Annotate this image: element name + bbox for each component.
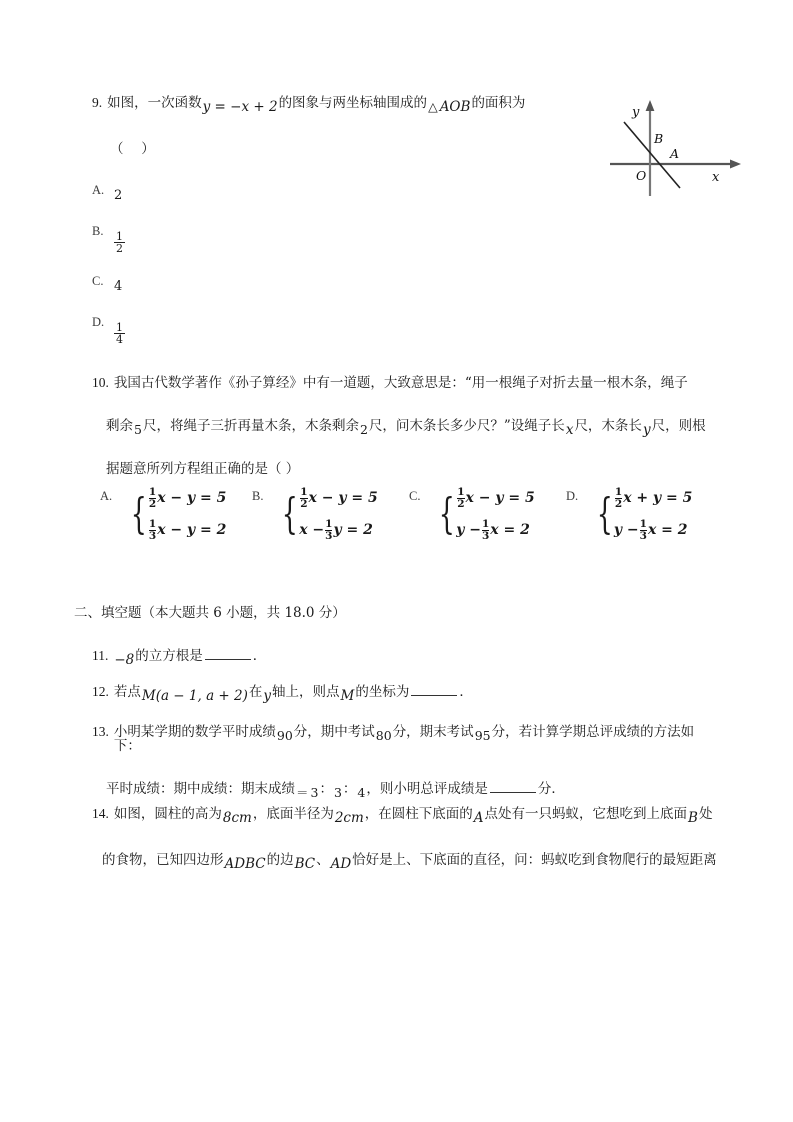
q14-l1-c: ，在圆柱下底面的 <box>364 806 473 822</box>
q9-option-b-denominator: 2 <box>116 242 123 256</box>
question-14-line-2 <box>102 848 717 872</box>
q9-text-before: 如图，一次函数 <box>107 95 202 111</box>
q10-option-a-eq2 <box>148 519 227 542</box>
q10-b-eq2-num: 1 <box>325 517 333 530</box>
q9-answer-parens[interactable]: （ ） <box>110 140 162 157</box>
q10-c-eq1-frac <box>457 487 464 510</box>
q13-l1-b: 分，期中考试 <box>293 724 375 740</box>
q10-b-eq2-post: y = 2 <box>333 522 373 539</box>
question-13 <box>92 724 714 800</box>
q10-a-eq1-num: 1 <box>148 485 157 498</box>
q13-equals: ＝ <box>296 785 309 800</box>
origin-label-o: O <box>636 168 647 183</box>
q9-option-a-label: A. <box>92 182 105 197</box>
q9-option-d-fraction <box>114 322 125 346</box>
q10-c-eq2-post: x = 2 <box>490 522 530 539</box>
q14-line1-text <box>113 806 717 826</box>
q10-b-eq2-den: 3 <box>325 529 333 542</box>
q13-score-midterm: 80 <box>375 728 392 743</box>
q10-book-close: 》 <box>289 375 303 391</box>
q10-b-eq2-pre: x − <box>299 522 325 539</box>
q12-point-m: M(a − 1, a + 2) <box>141 688 248 704</box>
q9-option-b-numerator: 1 <box>116 229 123 243</box>
q9-option-b[interactable] <box>92 223 562 256</box>
q14-quadrilateral: ADBC <box>224 855 266 872</box>
q14-radius: 2cm <box>334 810 364 826</box>
q10-b-eq1-den: 2 <box>300 497 308 510</box>
q10-c-eq1-text: x − y = 5 <box>465 490 535 507</box>
q10-b-eq1-frac <box>300 487 307 510</box>
q10-option-a-eq1 <box>148 487 227 510</box>
q10-c-eq2-num: 1 <box>481 517 490 530</box>
question-11-number: 11. <box>92 648 109 663</box>
question-10-line-1 <box>92 376 714 391</box>
q12-text-b: 在 <box>248 684 263 700</box>
q10-b-eq1-text: x − y = 5 <box>308 490 378 507</box>
q9-coordinate-figure <box>608 96 748 196</box>
q9-option-c[interactable] <box>92 273 562 294</box>
q10-option-d-label: D. <box>566 488 579 503</box>
q10-option-b-eq1 <box>299 487 378 510</box>
q10-d-eq1-den: 2 <box>614 497 623 510</box>
q10-option-d[interactable] <box>566 487 692 542</box>
q10-a-eq2-num: 1 <box>148 517 157 530</box>
question-10-line-2 <box>106 414 714 438</box>
q9-triangle-symbol: △ <box>428 99 438 114</box>
q10-option-c-equations <box>456 487 535 542</box>
q13-l1-c: 分，期末考试 <box>392 724 474 740</box>
q14-l1-e: 处 <box>698 806 713 822</box>
q12-axis-y: y <box>263 688 272 704</box>
q10-c-eq2-pre: y − <box>456 522 481 539</box>
question-10 <box>92 376 714 557</box>
question-11-text <box>113 648 267 668</box>
question-9 <box>92 95 562 347</box>
q13-line1-text <box>114 726 714 753</box>
q10-b-eq1-num: 1 <box>300 485 308 498</box>
q14-point-b: B <box>688 810 698 826</box>
q13-l1-a: 小明某学期的数学平时成绩 <box>113 724 276 740</box>
q14-height: 8cm <box>222 810 252 826</box>
q9-option-c-value: 4 <box>114 278 123 294</box>
q10-option-a[interactable] <box>100 487 226 542</box>
q9-text-middle: 的图象与两坐标轴围成的 <box>278 95 428 111</box>
q12-text-c: 轴上，则点 <box>272 684 340 700</box>
q9-option-d[interactable] <box>92 314 562 347</box>
question-10-line-3[interactable]: 据题意所列方程组正确的是（ ） <box>106 460 300 477</box>
question-13-line-2 <box>106 777 714 800</box>
q10-option-a-brace: { <box>130 488 147 538</box>
q10-option-a-equations <box>148 487 227 542</box>
q13-ratio-sep-1: ： <box>319 781 333 797</box>
q10-d-eq2-num: 1 <box>639 517 647 530</box>
question-13-line-1 <box>92 725 714 753</box>
q10-a-eq1-den: 2 <box>148 497 157 510</box>
q11-suffix: ． <box>252 648 267 664</box>
q13-ratio-2: 3 <box>333 785 342 800</box>
q10-d-eq2-den: 3 <box>639 529 647 542</box>
q10-line2-d: 尺，木条长 <box>574 417 642 434</box>
point-label-b: B <box>654 131 664 146</box>
q10-book-open: 《 <box>221 375 236 391</box>
q10-b-eq2-frac <box>325 519 332 542</box>
q10-option-d-brace: { <box>596 488 613 538</box>
q10-d-eq2-post: x = 2 <box>647 522 688 539</box>
q10-option-d-eq2 <box>614 519 693 542</box>
q10-option-a-label: A. <box>100 488 113 503</box>
q10-option-b-eq2 <box>299 519 378 542</box>
question-9-text <box>107 95 562 115</box>
point-label-a: A <box>670 146 680 161</box>
q10-rope-remainder: 5 <box>134 421 142 437</box>
q13-ratio-3: 4 <box>357 785 366 800</box>
q11-text: 的立方根是 <box>135 648 203 664</box>
question-12-number: 12. <box>92 684 109 699</box>
q10-line2-c: 尺，问木条长多少尺？”设绳子长 <box>368 417 565 434</box>
q9-text-after: 的面积为 <box>471 95 526 111</box>
q10-a-eq2-den: 3 <box>148 529 157 542</box>
q13-score-final: 95 <box>474 728 491 743</box>
q10-line2-a: 剩余 <box>106 417 133 434</box>
question-10-options <box>92 487 714 557</box>
q9-option-d-label: D. <box>92 314 105 329</box>
q14-l2-a: 的食物，已知四边形 <box>102 851 224 868</box>
q10-d-eq2-frac <box>640 519 647 542</box>
q10-wood-remainder: 2 <box>359 421 368 437</box>
q10-a-eq2-frac <box>149 519 156 542</box>
q10-d-eq2-pre: y − <box>613 522 639 539</box>
section-2-heading: 二、填空题（本大题共 6 小题，共 18.0 分） <box>74 605 346 621</box>
q13-l2-b: ，则小明总评成绩是 <box>366 781 488 797</box>
q14-l2-b: 的边 <box>266 851 294 868</box>
question-13-number: 13. <box>92 724 109 739</box>
q9-option-b-fraction <box>114 231 125 255</box>
q13-l2-a: 平时成绩：期中成绩：期末成绩 <box>106 781 295 797</box>
q10-option-b-equations <box>299 487 378 542</box>
q14-side-ad: AD <box>330 855 352 872</box>
q12-suffix: ． <box>459 684 473 700</box>
q13-ratio-1: 3 <box>310 785 319 800</box>
q13-ratio-sep-2: ： <box>342 781 357 797</box>
q10-option-b-brace: { <box>282 488 299 538</box>
q13-score-daily: 90 <box>276 728 293 743</box>
q9-option-d-denominator: 4 <box>116 333 123 347</box>
q10-line1-a: 我国古代数学著作 <box>113 375 222 391</box>
q10-d-eq1-num: 1 <box>614 485 623 498</box>
q10-option-b[interactable] <box>252 487 378 542</box>
q10-line1-b: 中有一道题，大致意思是：“用一根绳子对折去量一根木条，绳子 <box>302 375 688 391</box>
q10-option-d-equations <box>614 487 693 542</box>
question-14-number: 14. <box>92 806 109 821</box>
coordinate-axes-svg <box>608 96 748 196</box>
axis-label-y: y <box>632 105 640 120</box>
q14-l1-b: ，底面半径为 <box>252 806 334 822</box>
q9-option-d-numerator: 1 <box>116 320 123 334</box>
q10-c-eq2-frac <box>482 519 489 542</box>
q10-option-c-label: C. <box>409 488 421 503</box>
question-14 <box>92 806 717 872</box>
q10-a-eq2-text: x − y = 2 <box>157 522 227 539</box>
question-12-text <box>113 684 473 704</box>
question-10-number: 10. <box>92 375 109 390</box>
q13-l2-c: 分． <box>537 781 565 797</box>
q10-var-y: y <box>642 421 651 438</box>
q11-value: −8 <box>114 652 135 668</box>
q10-d-eq1-text: x + y = 5 <box>623 490 693 507</box>
q9-option-b-label: B. <box>92 223 104 238</box>
q9-triangle-label: AOB <box>439 99 471 115</box>
q10-option-c[interactable] <box>409 487 535 542</box>
axis-label-x: x <box>712 170 720 185</box>
q14-l1-a: 如图，圆柱的高为 <box>113 806 222 822</box>
q14-point-a: A <box>473 810 484 826</box>
q14-l2-d: 恰好是上、下底面的直径，问：蚂蚁吃到食物爬行的最短距离 <box>352 851 717 868</box>
q10-option-c-brace: { <box>439 488 456 538</box>
q10-a-eq1-text: x − y = 5 <box>157 490 227 507</box>
q9-option-a-value: 2 <box>114 187 123 203</box>
q10-book-title: 孙子算经 <box>235 375 290 391</box>
q14-side-bc: BC <box>294 855 316 872</box>
q14-l1-d: 点处有一只蚂蚁，它想吃到上底面 <box>484 806 688 822</box>
question-11 <box>92 648 267 668</box>
q9-formula: y = −x + 2 <box>202 99 278 115</box>
q13-l1-d: 分，若计算学期总评成绩的方法如下： <box>113 724 695 754</box>
q10-c-eq1-den: 2 <box>457 497 465 510</box>
q10-option-d-eq1 <box>614 487 693 510</box>
q12-point-m2: M <box>340 688 355 704</box>
q9-option-d-value <box>114 320 125 347</box>
q9-option-c-label: C. <box>92 273 104 288</box>
q10-d-eq1-frac <box>615 487 622 510</box>
q9-option-a[interactable] <box>92 182 562 203</box>
q10-option-c-eq1 <box>456 487 535 510</box>
q10-option-c-eq2 <box>456 519 535 542</box>
q12-text-d: 的坐标为 <box>355 684 410 700</box>
q10-line2-b: 尺，将绳子三折再量木条，木条剩余 <box>142 417 359 434</box>
q10-line2-e: 尺，则根 <box>651 417 706 434</box>
question-9-stem <box>92 95 562 115</box>
question-12 <box>92 684 473 704</box>
q12-answer-blank[interactable] <box>411 684 457 696</box>
q10-option-b-label: B. <box>252 488 264 503</box>
q14-l2-c: 、 <box>316 851 330 868</box>
question-9-number: 9. <box>92 95 103 110</box>
q13-answer-blank[interactable] <box>490 781 536 793</box>
q10-var-x: x <box>565 421 574 438</box>
q10-a-eq1-frac <box>149 487 156 510</box>
q9-option-b-value <box>114 229 125 256</box>
q12-text-a: 若点 <box>113 684 141 700</box>
q10-line1-text <box>114 377 714 391</box>
q10-c-eq2-den: 3 <box>481 529 490 542</box>
q10-c-eq1-num: 1 <box>457 485 465 498</box>
question-14-line-1 <box>92 806 717 826</box>
q11-answer-blank[interactable] <box>205 648 251 660</box>
